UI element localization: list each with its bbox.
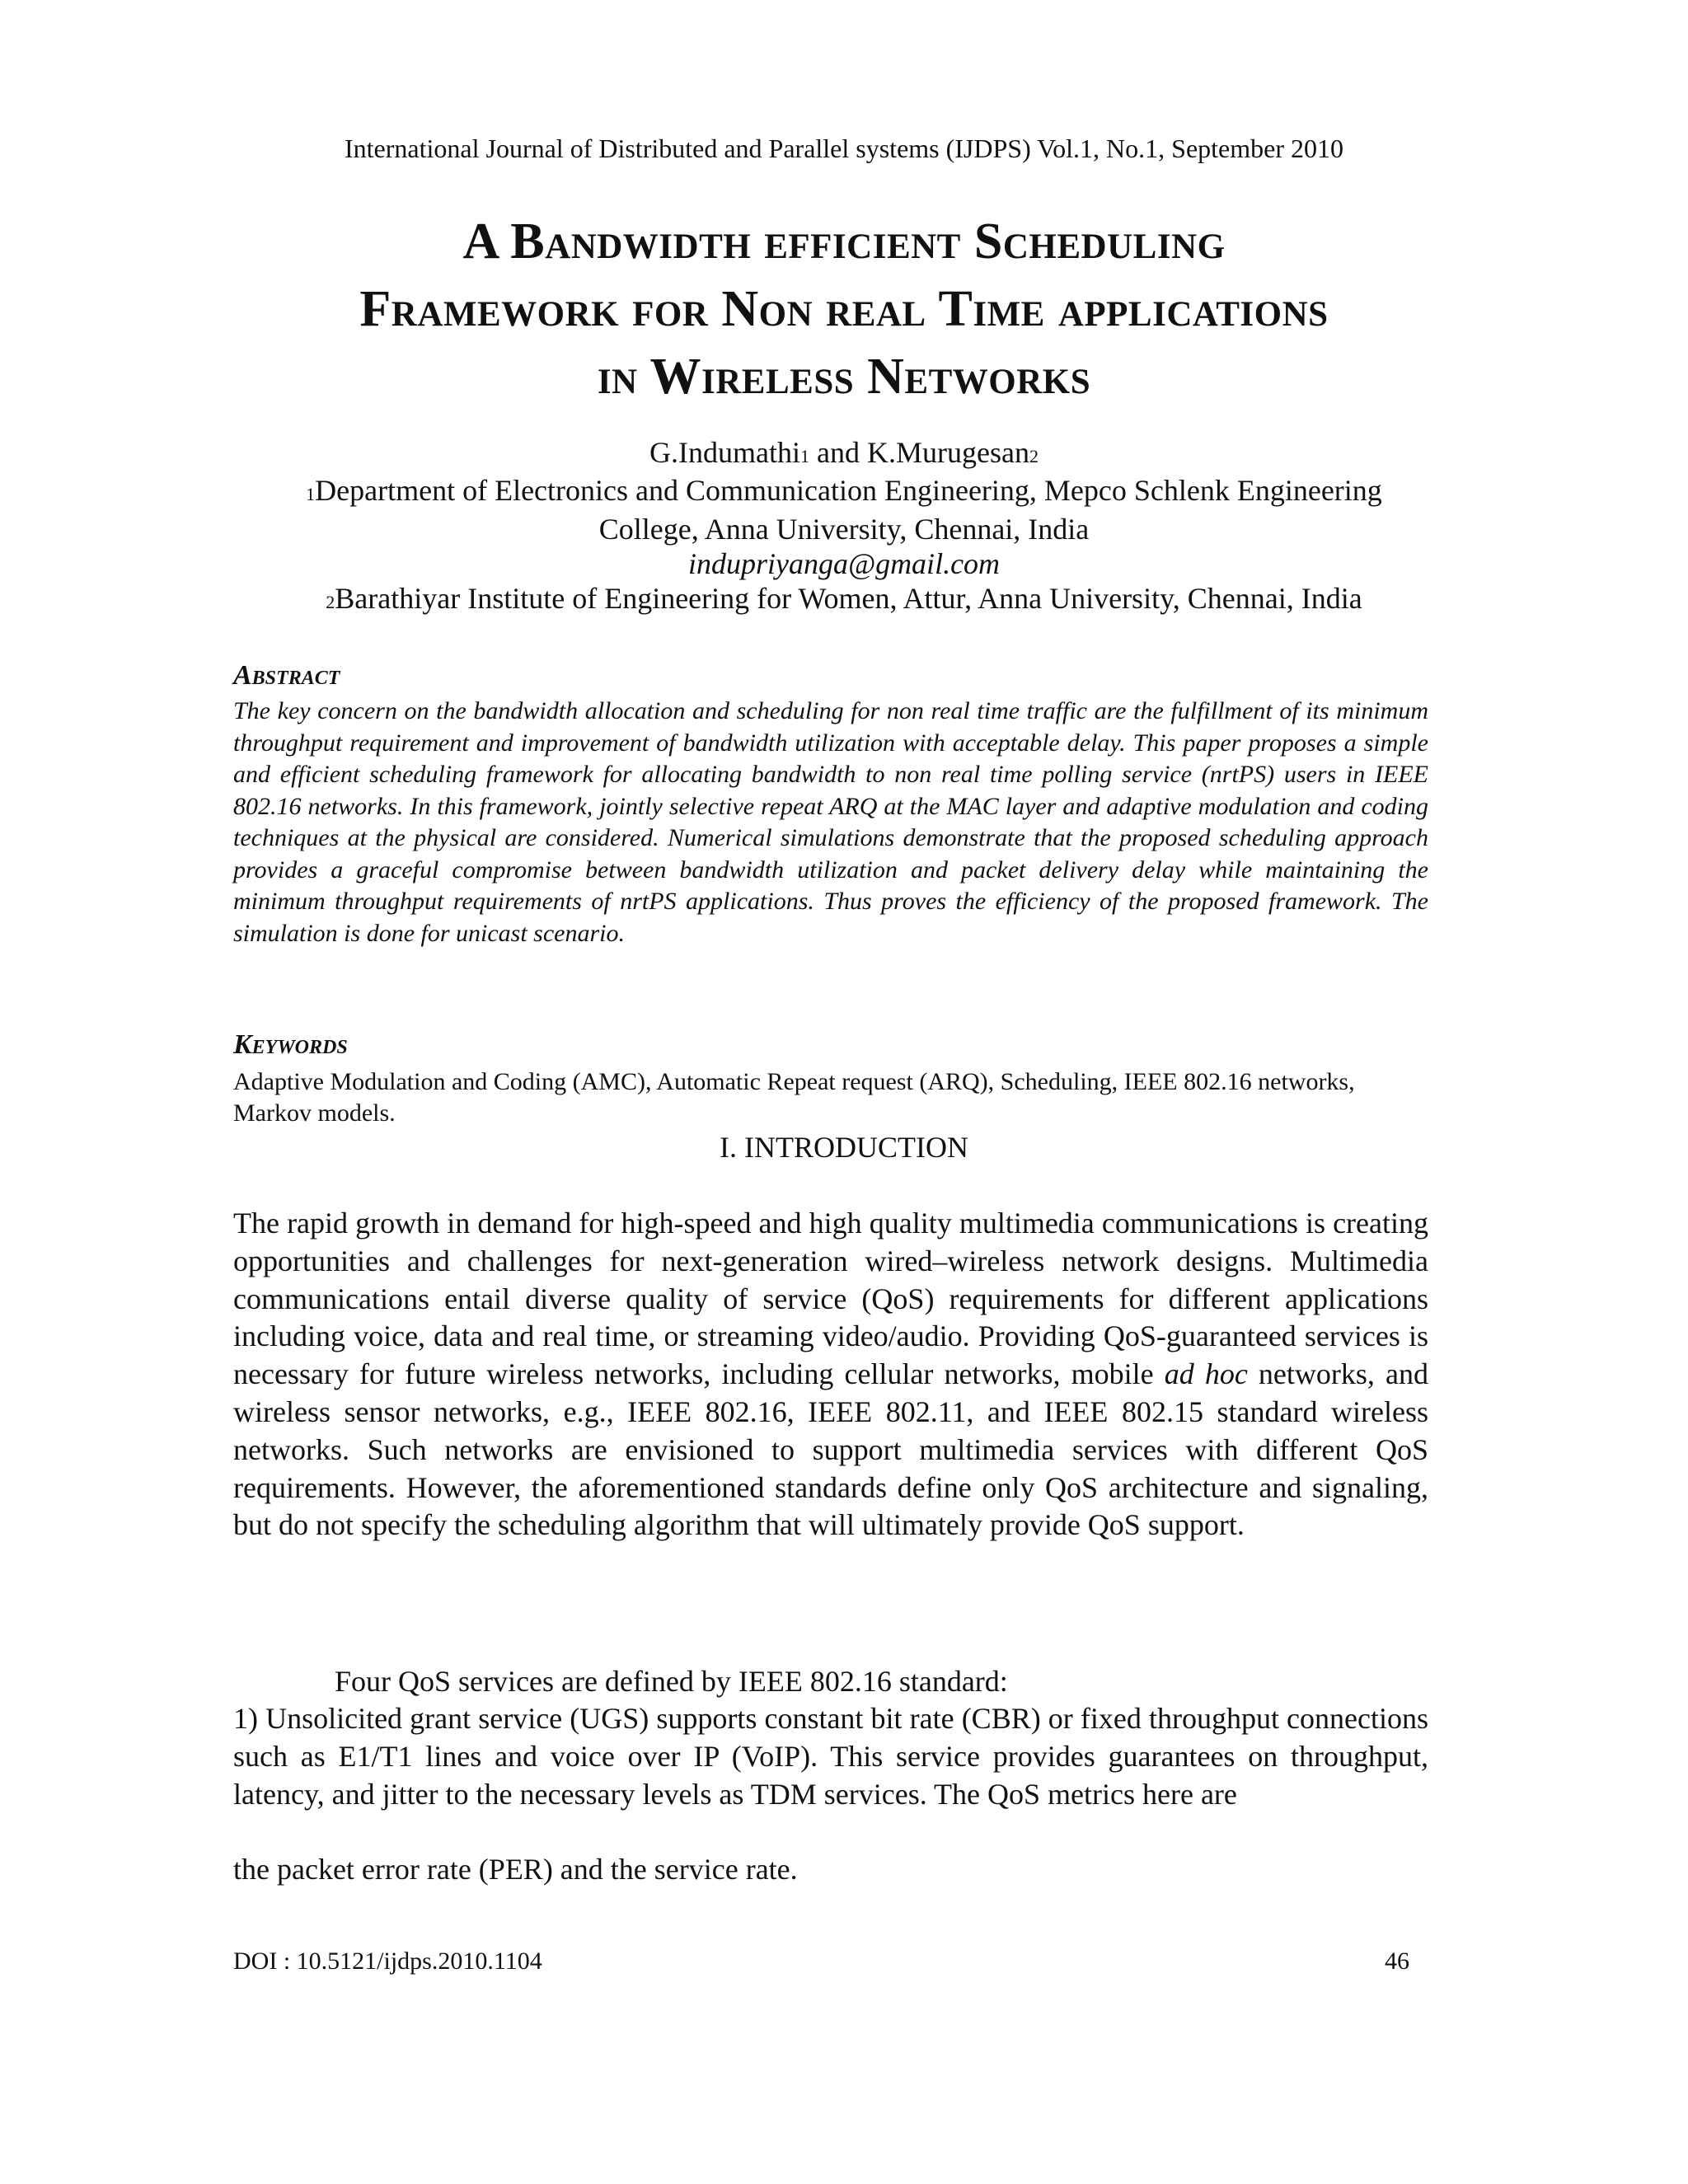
affiliation-2-line (165, 581, 1523, 620)
list-item-ugs: 1) Unsolicited grant service (UGS) supports constant bit rate (CBR) or fixed throughput connections such as E1/T1 lines and voice over IP (VoIP). This service provides guarantees on throughput, latency, and jitter to the necessary levels as TDM services. The QoS metrics here are (233, 1702, 1428, 1811)
running-head: International Journal of Distributed and Parallel systems (IJDPS) Vol.1, No.1, September 2010 (345, 134, 1343, 163)
qos-services-lead: Four QoS services are defined by IEEE 802.16 standard: (335, 1665, 1008, 1698)
intro-italic-term: ad hoc (1164, 1357, 1248, 1391)
affiliation-2-mark: 2 (326, 592, 335, 612)
affiliation-1-mark: 1 (306, 484, 316, 504)
introduction-paragraph-1 (233, 1205, 1428, 1544)
author-email: indupriyanga@gmail.com (687, 547, 1001, 580)
intro-text-part-2: networks, and wireless sensor networks, e.g., IEEE 802.16, IEEE 802.11, and IEEE 802.15 standard wireless networks. Such networks are envisioned to support multimedia services with different QoS requirements. However, the aforementioned standards define only QoS architecture and signaling, but do not specify the scheduling algorithm that will ultimately provide QoS support. (233, 1357, 1428, 1542)
doi-footer: DOI : 10.5121/ijdps.2010.1104 (233, 1947, 542, 1975)
title-line-3: in Wireless Networks (597, 349, 1091, 405)
affiliation-1-line-1 (165, 473, 1523, 512)
author-list (165, 435, 1523, 474)
intro-text-part-1: The rapid growth in demand for high-speed and high quality multimedia communications is creating opportunities and challenges for next-generation wired–wireless network designs. Multimedia communications entail diverse quality of service (QoS) requirements for different applications including voice, data and real time, or streaming video/audio. Providing QoS-guaranteed services is necessary for future wireless networks, including cellular networks, mobile (233, 1207, 1428, 1391)
author-2-mark: 2 (1029, 446, 1039, 466)
abstract-heading: Abstract (233, 660, 340, 691)
keywords-heading: Keywords (233, 1029, 348, 1060)
keywords-text: Adaptive Modulation and Coding (AMC), Automatic Repeat request (ARQ), Scheduling, IEEE 802.16 networks, Markov models. (233, 1068, 1355, 1127)
affiliation-2-text: Barathiyar Institute of Engineering for Women, Attur, Anna University, Chennai, India (335, 582, 1362, 615)
paper-title (165, 208, 1523, 410)
author-conjunction: and (809, 436, 867, 469)
affiliation-1-line-2: College, Anna University, Chennai, India (598, 513, 1090, 546)
title-line-1: A Bandwidth efficient Scheduling (462, 213, 1226, 269)
page-number: 46 (1385, 1947, 1409, 1975)
abstract-text: The key concern on the bandwidth allocation and scheduling for non real time traffic are the fulfillment of its minimum throughput requirement and improvement of bandwidth utilization with acceptable delay. This paper proposes a simple and efficient scheduling framework for allocating bandwidth to non real time polling service (nrtPS) users in IEEE 802.16 networks. In this framework, jointly selective repeat ARQ at the MAC layer and adaptive modulation and coding techniques at the physical are considered. Numerical simulations demonstrate that the proposed scheduling approach provides a graceful compromise between bandwidth utilization and packet delivery delay while maintaining the minimum throughput requirements of nrtPS applications. Thus proves the efficiency of the proposed framework. The simulation is done for unicast scenario. (233, 697, 1428, 947)
author-1-mark: 1 (800, 446, 810, 466)
title-line-2: Framework for Non real Time applications (359, 281, 1329, 337)
affiliation-1-text: Department of Electronics and Communication Engineering, Mepco Schlenk Engineering (315, 474, 1382, 507)
introduction-heading: I. INTRODUCTION (720, 1131, 968, 1164)
list-item-ugs-continuation: the packet error rate (PER) and the service rate. (233, 1853, 798, 1886)
author-1: G.Indumathi (649, 436, 801, 469)
author-2: K.Murugesan (867, 436, 1029, 469)
affiliations (165, 473, 1523, 620)
